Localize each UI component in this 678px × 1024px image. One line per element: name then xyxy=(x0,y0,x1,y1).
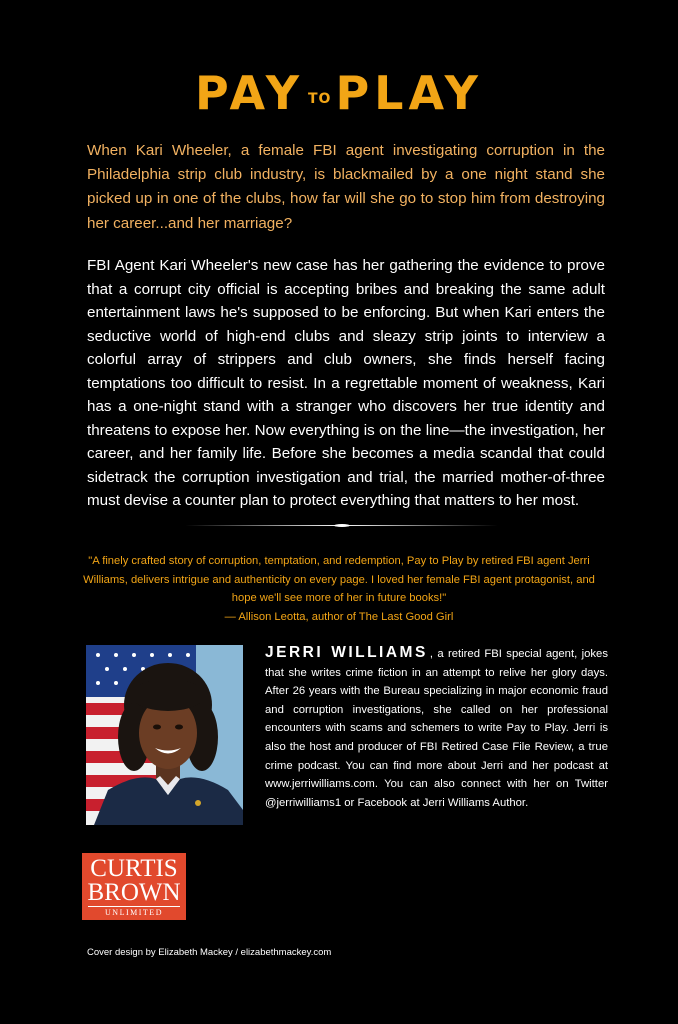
author-name: JERRI WILLIAMS xyxy=(265,644,428,661)
logo-line-curtis: CURTIS xyxy=(90,855,178,882)
author-bio xyxy=(265,644,608,812)
author-bio-text: , a retired FBI special agent, jokes that she writes crime fiction in an attempt to relive her glory days. After 26 years with the Bureau specializing in major economic fraud and corruption investigations, she called on her professional encounters with scams and schemers to write Pay to Play. Jerri is also the host and producer of FBI Retired Case File Review, a true crime podcast. You can find more about Jerri and her podcast at www.jerriwilliams.com. You can also connect with her on Twitter @jerriwilliams1 or Facebook at Jerri Williams Author. xyxy=(265,648,608,809)
logo-line-brown: BROWN xyxy=(87,879,181,906)
title-word-to: TO xyxy=(308,91,332,107)
quote-attribution: — Allison Leotta, author of The Last Good Girl xyxy=(224,610,454,623)
author-photo xyxy=(86,645,243,825)
teaser-paragraph: When Kari Wheeler, a female FBI agent investigating corruption in the Philadelphia strip club industry, is blackmailed by a one night stand she picked up in one of the clubs, how far will she go to stop him from destroying her career...and her marriage? xyxy=(87,142,605,232)
title-word-pay: PAY xyxy=(195,66,304,120)
book-title xyxy=(0,66,678,120)
cover-design-credit: Cover design by Elizabeth Mackey / elizabethmackey.com xyxy=(87,947,332,958)
publisher-logo xyxy=(82,853,186,920)
ornamental-divider xyxy=(185,524,498,527)
logo-line-unlimited: UNLIMITED xyxy=(88,906,180,917)
quote-text: "A finely crafted story of corruption, temptation, and redemption, Pay to Play by retired FBI agent Jerri Williams, delivers intrigue and authenticity on every page. I loved her female FBI agent protagonist, and hope we'll see more of her in future books!" xyxy=(83,555,595,604)
endorsement-quote xyxy=(80,552,598,626)
title-word-play: PLAY xyxy=(335,66,483,120)
book-description: FBI Agent Kari Wheeler's new case has her gathering the evidence to prove that a corrupt city official is accepting bribes and breaking the same adult entertainment laws he's supposed to be enforcing. But when Kari enters the seductive world of high-end clubs and sleazy strip joints to interview a colorful array of strippers and club owners, she finds herself facing temptations too difficult to resist. In a regrettable moment of weakness, Kari has a one-night stand with a stranger who discovers her true identity and threatens to expose her. Now everything is on the line—the investigation, her career, and her family life. Before she becomes a media scandal that could sidetrack the corruption investigation and trial, the married mother-of-three must devise a counter plan to protect everything that matters to her most. xyxy=(87,257,605,509)
